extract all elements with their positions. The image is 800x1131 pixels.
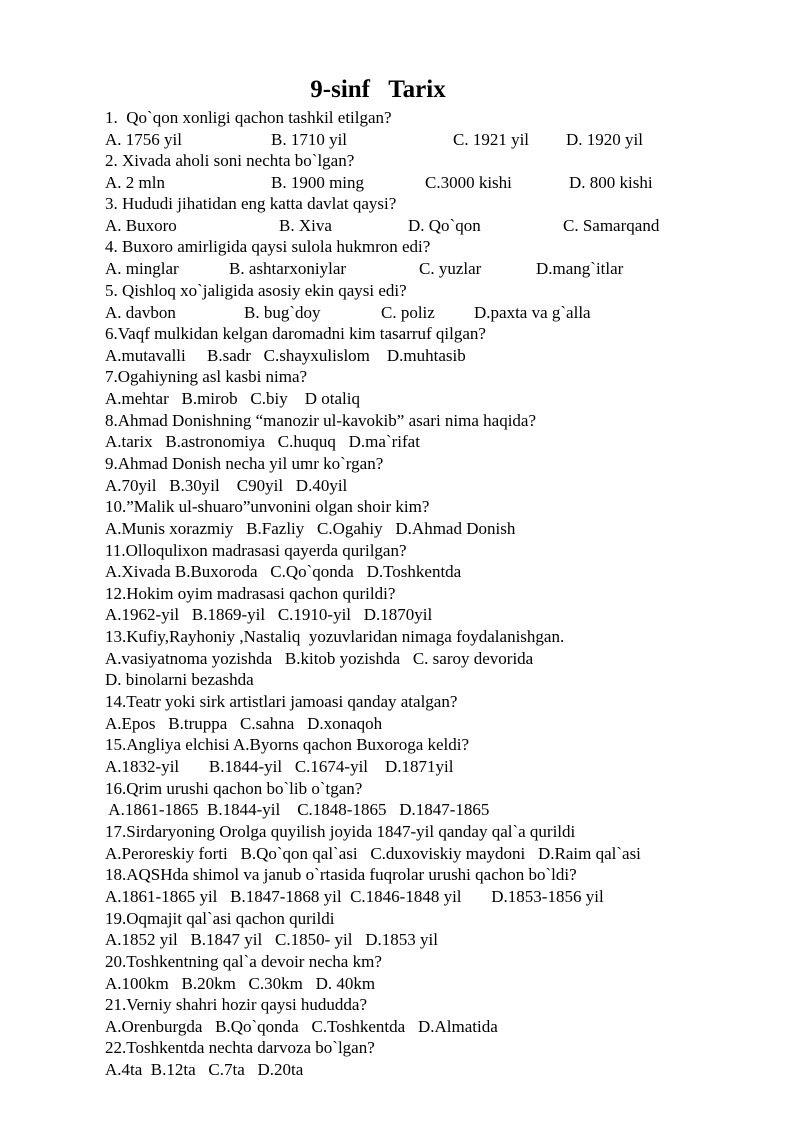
question-line: 13.Kufiy,Rayhoniy ,Nastaliq yozuvlaridan nimaga foydalanishgan. bbox=[105, 627, 565, 647]
q4-option-b: B. ashtarxoniylar bbox=[229, 259, 347, 278]
q5-option-c: C. poliz bbox=[381, 303, 435, 322]
q1-option-b: B. 1710 yil bbox=[271, 130, 348, 149]
question-line: 8.Ahmad Donishning “manozir ul-kavokib” asari nima haqida? bbox=[105, 410, 537, 430]
answer-options-line: A.Munis xorazmiy B.Fazliy C.Ogahiy D.Ahmad Donish bbox=[105, 518, 516, 538]
question-line: 10.”Malik ul-shuaro”unvonini olgan shoir kim? bbox=[105, 497, 430, 517]
q1-option-c: C. 1921 yil bbox=[453, 130, 530, 149]
question-line: 14.Teatr yoki sirk artistlari jamoasi qanday atalgan? bbox=[105, 692, 458, 712]
question-2: 2. Xivada aholi soni nechta bo`lgan? bbox=[105, 151, 355, 170]
q4-option-c: C. yuzlar bbox=[419, 259, 482, 278]
q2-option-b: B. 1900 ming bbox=[271, 173, 365, 192]
answer-options-line: A.mutavalli B.sadr C.shayxulislom D.muhtasib bbox=[105, 345, 466, 365]
answer-options-line: A.70yil B.30yil C90yil D.40yil bbox=[105, 475, 348, 495]
answer-options-line: A.tarix B.astronomiya C.huquq D.ma`rifat bbox=[105, 432, 420, 452]
answer-options-line: A.Epos B.truppa C.sahna D.xonaqoh bbox=[105, 713, 383, 733]
question-5: 5. Qishloq xo`jaligida asosiy ekin qaysi edi? bbox=[105, 281, 407, 300]
question-1: 1. Qo`qon xonligi qachon tashkil etilgan? bbox=[105, 108, 392, 127]
question-line: 20.Toshkentning qal`a devoir necha km? bbox=[105, 951, 382, 971]
question-3: 3. Hududi jihatidan eng katta davlat qaysi? bbox=[105, 194, 397, 213]
q5-option-b: B. bug`doy bbox=[244, 303, 321, 322]
answer-options-line: A.4ta B.12ta C.7ta D.20ta bbox=[105, 1060, 304, 1080]
q3-option-a: A. Buxoro bbox=[105, 216, 177, 235]
question-line: 9.Ahmad Donish necha yil umr ko`rgan? bbox=[105, 453, 384, 473]
question-line: 16.Qrim urushi qachon bo`lib o`tgan? bbox=[105, 778, 363, 798]
question-line: 21.Verniy shahri hozir qaysi hududda? bbox=[105, 995, 368, 1015]
answer-options-line: A.1852 yil B.1847 yil C.1850- yil D.1853 yil bbox=[105, 930, 438, 950]
answer-options-line: A.1832-yil B.1844-yil C.1674-yil D.1871yil bbox=[105, 757, 454, 776]
question-line: 15.Angliya elchisi A.Byorns qachon Buxoroga keldi? bbox=[105, 735, 470, 755]
answer-options-line: A.Xivada B.Buxoroda C.Qo`qonda D.Toshkentda bbox=[105, 562, 462, 582]
question-line: 7.Ogahiyning asl kasbi nima? bbox=[105, 367, 308, 387]
answer-options-line: A.1861-1865 B.1844-yil C.1848-1865 D.1847-1865 bbox=[105, 800, 490, 820]
answer-options-line: A.vasiyatnoma yozishda B.kitob yozishda C. saroy devorida bbox=[105, 648, 534, 668]
question-line: 6.Vaqf mulkidan kelgan daromadni kim tasarruf qilgan? bbox=[105, 324, 486, 343]
answer-options-line: A.100km B.20km C.30km D. 40km bbox=[105, 973, 376, 993]
answer-options-line: A.Orenburgda B.Qo`qonda C.Toshkentda D.Almatida bbox=[105, 1016, 498, 1036]
q1-option-d: D. 1920 yil bbox=[566, 130, 643, 149]
q2-option-a: A. 2 mln bbox=[105, 173, 165, 192]
answer-options-line: A.mehtar B.mirob C.biy D otaliq bbox=[105, 388, 360, 408]
q4-option-d: D.mang`itlar bbox=[536, 259, 624, 278]
q5-option-d: D.paxta va g`alla bbox=[474, 303, 591, 322]
answer-options-line: A.Peroreskiy forti B.Qo`qon qal`asi C.duxoviskiy maydoni D.Raim qal`asi bbox=[105, 843, 641, 863]
question-line: 18.AQSHda shimol va janub o`rtasida fuqrolar urushi qachon bo`ldi? bbox=[105, 865, 577, 885]
question-4: 4. Buxoro amirligida qaysi sulola hukmron edi? bbox=[105, 237, 431, 256]
q3-option-c: C. Samarqand bbox=[563, 216, 660, 235]
q2-option-c: C.3000 kishi bbox=[425, 173, 512, 192]
q1-option-a: A. 1756 yil bbox=[105, 130, 182, 149]
document-title: 9-sinf Tarix bbox=[310, 76, 446, 103]
q3-option-d: D. Qo`qon bbox=[408, 216, 481, 235]
question-line: 12.Hokim oyim madrasasi qachon qurildi? bbox=[105, 583, 396, 603]
answer-options-line: D. binolarni bezashda bbox=[105, 670, 254, 690]
q2-option-d: D. 800 kishi bbox=[569, 173, 653, 192]
q4-option-a: A. minglar bbox=[105, 259, 179, 278]
q5-option-a: A. davbon bbox=[105, 303, 176, 322]
answer-options-line: A.1861-1865 yil B.1847-1868 yil C.1846-1848 yil D.1853-1856 yil bbox=[105, 886, 604, 906]
question-line: 19.Oqmajit qal`asi qachon qurildi bbox=[105, 908, 335, 928]
q3-option-b: B. Xiva bbox=[279, 216, 332, 235]
question-line: 22.Toshkentda nechta darvoza bo`lgan? bbox=[105, 1038, 375, 1058]
answer-options-line: A.1962-yil B.1869-yil C.1910-yil D.1870yil bbox=[105, 605, 433, 625]
question-line: 17.Sirdaryoning Orolga quyilish joyida 1847-yil qanday qal`a qurildi bbox=[105, 821, 576, 841]
question-line: 11.Olloqulixon madrasasi qayerda qurilgan? bbox=[105, 540, 407, 560]
